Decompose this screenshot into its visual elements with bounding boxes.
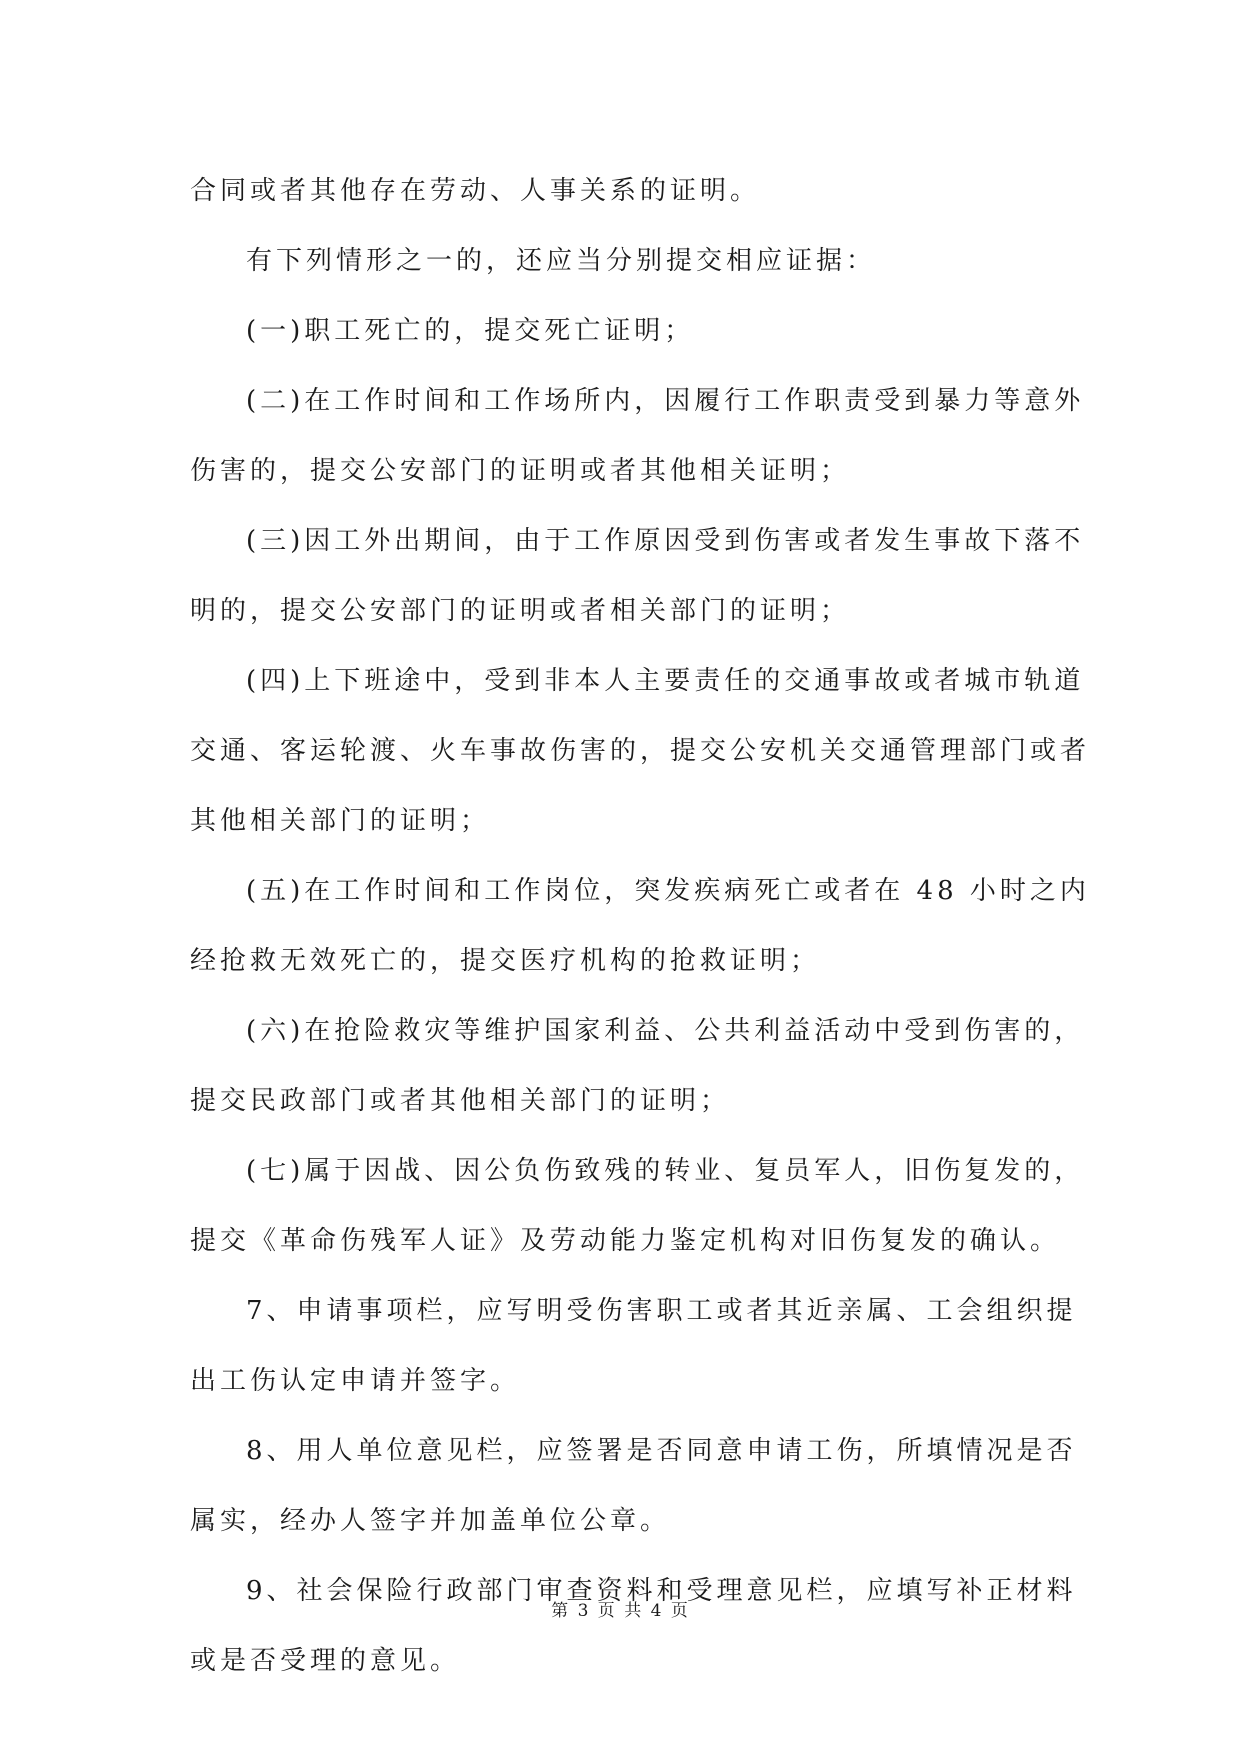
- text-line: (一)职工死亡的，提交死亡证明；: [246, 316, 695, 346]
- text-line: 明的，提交公安部门的证明或者相关部门的证明；: [190, 596, 851, 626]
- text-line: (四)上下班途中，受到非本人主要责任的交通事故或者城市轨道: [246, 666, 1085, 696]
- text-line: 提交民政部门或者其他相关部门的证明；: [190, 1086, 731, 1116]
- text-line: (七)属于因战、因公负伤致残的转业、复员军人，旧伤复发的，: [246, 1156, 1085, 1186]
- text-line: (二)在工作时间和工作场所内，因履行工作职责受到暴力等意外: [246, 386, 1085, 416]
- text-line: 合同或者其他存在劳动、人事关系的证明。: [190, 176, 761, 206]
- text-line: 交通、客运轮渡、火车事故伤害的，提交公安机关交通管理部门或者: [190, 736, 1091, 766]
- document-body: [190, 156, 1091, 1696]
- text-line: 出工伤认定申请并签字。: [190, 1366, 521, 1396]
- text-line: 属实，经办人签字并加盖单位公章。: [190, 1506, 671, 1536]
- text-line: 伤害的，提交公安部门的证明或者其他相关证明；: [190, 456, 851, 486]
- page-footer: 第 3 页 共 4 页: [551, 1601, 690, 1621]
- text-line: 或是否受理的意见。: [190, 1646, 461, 1676]
- text-line: (五)在工作时间和工作岗位，突发疾病死亡或者在 48 小时之内: [246, 876, 1090, 906]
- text-line: 其他相关部门的证明；: [190, 806, 491, 836]
- text-line: 7、申请事项栏，应写明受伤害职工或者其近亲属、工会组织提: [246, 1296, 1077, 1326]
- text-line: 经抢救无效死亡的，提交医疗机构的抢救证明；: [190, 946, 821, 976]
- text-line: 9、社会保险行政部门审查资料和受理意见栏，应填写补正材料: [246, 1576, 1077, 1606]
- text-line: 提交《革命伤残军人证》及劳动能力鉴定机构对旧伤复发的确认。: [190, 1226, 1061, 1256]
- text-line: (六)在抢险救灾等维护国家利益、公共利益活动中受到伤害的，: [246, 1016, 1085, 1046]
- text-line: 8、用人单位意见栏，应签署是否同意申请工伤，所填情况是否: [246, 1436, 1077, 1466]
- text-line: (三)因工外出期间，由于工作原因受到伤害或者发生事故下落不: [246, 526, 1085, 556]
- text-line: 有下列情形之一的，还应当分别提交相应证据：: [246, 246, 877, 276]
